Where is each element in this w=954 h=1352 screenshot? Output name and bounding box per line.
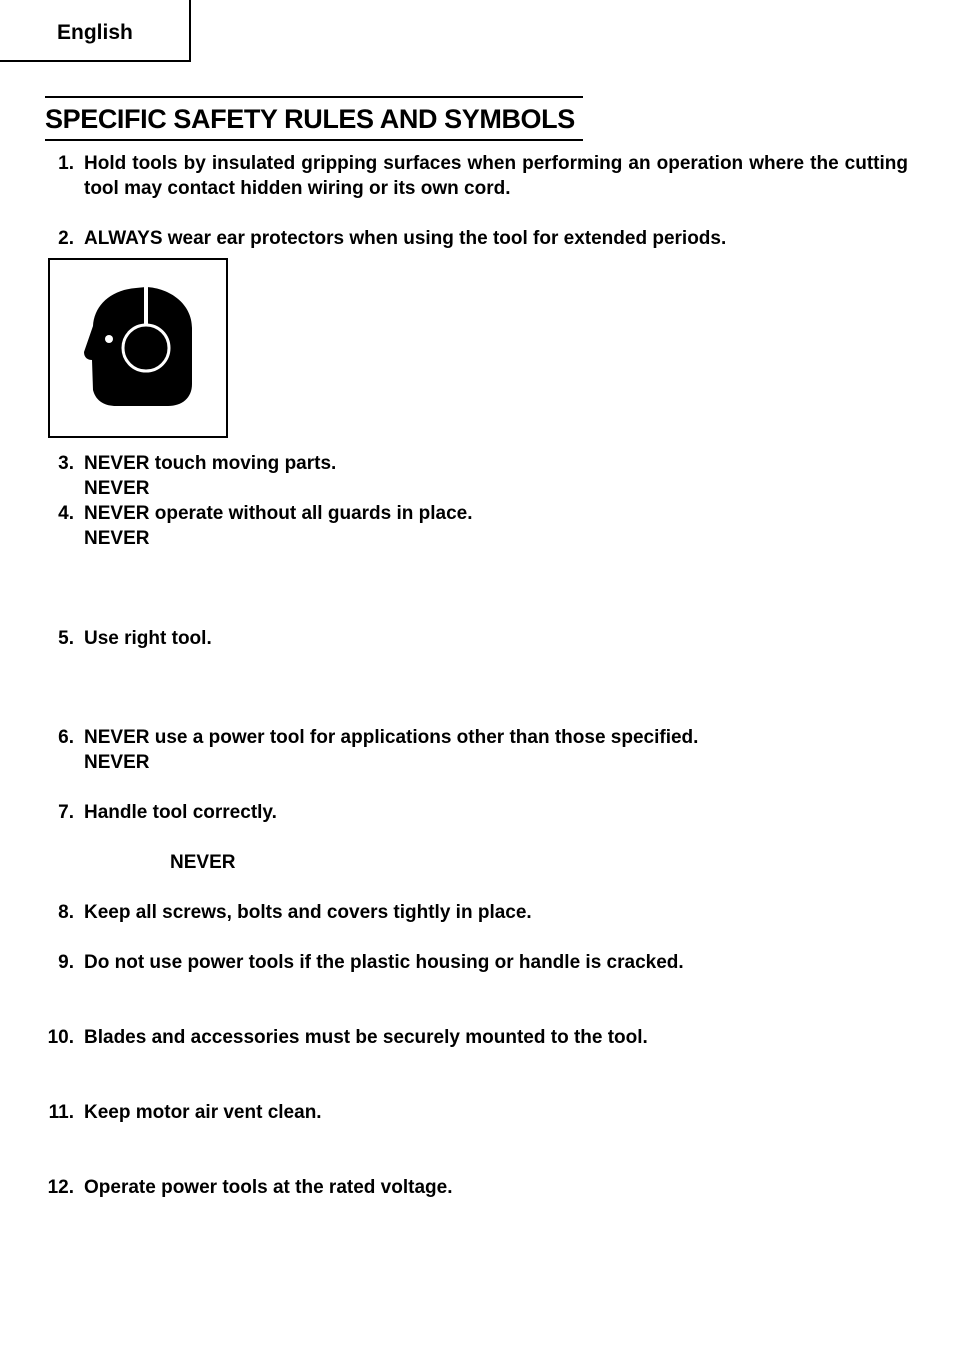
rule-text: NEVER use a power tool for applications other than those specified. [84, 727, 699, 748]
rule-number: 2. [58, 228, 74, 249]
rule-text: Keep all screws, bolts and covers tightly in place. [84, 902, 532, 923]
rule-number: 12. [47, 1177, 74, 1198]
rule-number: 9. [58, 952, 74, 973]
rule-4-subtext: NEVER [84, 528, 150, 549]
rule-number: 8. [58, 902, 74, 923]
rule-text: Operate power tools at the rated voltage. [84, 1177, 453, 1198]
rule-text: Blades and accessories must be securely mounted to the tool. [84, 1027, 648, 1048]
rule-text: NEVER operate without all guards in place. [84, 503, 473, 524]
rule-number: 10. [47, 1027, 74, 1048]
rule-number: 5. [58, 628, 74, 649]
ear-protector-symbol-box [48, 258, 228, 438]
rule-text: Do not use power tools if the plastic housing or handle is cracked. [84, 952, 684, 973]
ear-protector-head-icon [50, 260, 226, 436]
rule-6-subtext: NEVER [84, 752, 150, 773]
rule-number: 11. [48, 1102, 74, 1123]
rule-number: 1. [58, 153, 74, 174]
rule-text: ALWAYS wear ear protectors when using the tool for extended periods. [84, 228, 727, 249]
rule-text: Keep motor air vent clean. [84, 1102, 322, 1123]
rule-text: Use right tool. [84, 628, 212, 649]
rule-text: NEVER touch moving parts. [84, 453, 337, 474]
language-tab [0, 0, 191, 62]
rule-text: Handle tool correctly. [84, 802, 277, 823]
rule-text: Hold tools by insulated gripping surfaces when performing an operation where the cutting tool may contact hidden wiring or its own cord. [84, 153, 908, 199]
section-title: SPECIFIC SAFETY RULES AND SYMBOLS [45, 104, 575, 134]
rule-number: 4. [58, 503, 74, 524]
section-heading [45, 96, 583, 141]
rule-number: 7. [58, 802, 74, 823]
rule-3-subtext: NEVER [84, 478, 150, 499]
rule-number: 3. [58, 453, 74, 474]
rule-number: 6. [58, 727, 74, 748]
language-label: English [57, 21, 133, 44]
rule-7-subtext: NEVER [170, 852, 236, 873]
